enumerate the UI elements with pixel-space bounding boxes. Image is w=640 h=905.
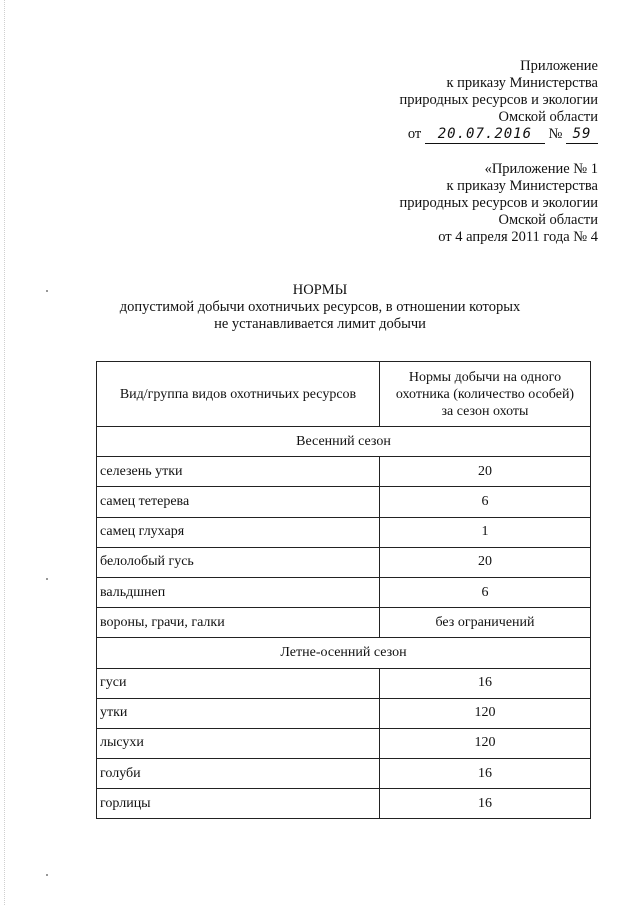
- original-appendix-line: «Приложение № 1: [484, 161, 598, 177]
- norm-cell: 16: [380, 759, 591, 789]
- norm-cell: 6: [380, 487, 591, 517]
- species-cell: лысухи: [97, 728, 380, 758]
- table-row: [97, 577, 591, 607]
- column-header-norms-line: за сезон охоты: [441, 403, 529, 419]
- table-row: [97, 487, 591, 517]
- table-row: [97, 457, 591, 487]
- from-label: от: [407, 126, 422, 142]
- table-row: [97, 789, 591, 819]
- title-subheading: допустимой добычи охотничьих ресурсов, в отношении которых: [119, 299, 521, 315]
- original-appendix-header: [400, 161, 598, 246]
- appendix-line: Омской области: [498, 109, 598, 125]
- norms-table: [96, 361, 591, 819]
- norm-cell: без ограничений: [380, 608, 591, 638]
- table-row: [97, 728, 591, 758]
- norm-cell: 120: [380, 728, 591, 758]
- original-appendix-line: от 4 апреля 2011 года № 4: [438, 229, 598, 245]
- column-header-species: Вид/группа видов охотничьих ресурсов: [97, 362, 380, 427]
- norm-cell: 1: [380, 517, 591, 547]
- table-row: [97, 608, 591, 638]
- handwritten-number: 59: [566, 126, 598, 144]
- norm-cell: 20: [380, 457, 591, 487]
- scan-speck: [46, 874, 48, 876]
- species-cell: самец глухаря: [97, 517, 380, 547]
- species-cell: утки: [97, 698, 380, 728]
- norm-cell: 6: [380, 577, 591, 607]
- appendix-date-row: [400, 126, 598, 144]
- handwritten-date: 20.07.2016: [425, 126, 545, 144]
- norm-cell: 20: [380, 547, 591, 577]
- appendix-line: Приложение: [520, 58, 598, 74]
- norm-cell: 120: [380, 698, 591, 728]
- column-header-norms-line: Нормы добычи на одного: [408, 369, 562, 385]
- species-cell: самец тетерева: [97, 487, 380, 517]
- column-header-norms: [380, 362, 591, 427]
- season-row-spring: [97, 427, 591, 457]
- species-cell: гуси: [97, 668, 380, 698]
- scan-speck: [46, 578, 48, 580]
- norm-cell: 16: [380, 789, 591, 819]
- species-cell: горлицы: [97, 789, 380, 819]
- season-row-summer-autumn: [97, 638, 591, 668]
- appendix-line: к приказу Министерства: [446, 75, 598, 91]
- species-cell: вороны, грачи, галки: [97, 608, 380, 638]
- original-appendix-line: к приказу Министерства: [446, 178, 598, 194]
- number-label: №: [548, 126, 563, 142]
- scan-edge: [4, 0, 8, 905]
- original-appendix-line: природных ресурсов и экологии: [399, 195, 598, 211]
- species-cell: селезень утки: [97, 457, 380, 487]
- species-cell: вальдшнеп: [97, 577, 380, 607]
- season-label: Весенний сезон: [97, 427, 591, 457]
- appendix-line: природных ресурсов и экологии: [399, 92, 598, 108]
- original-appendix-line: Омской области: [498, 212, 598, 228]
- species-cell: белолобый гусь: [97, 547, 380, 577]
- table-row: [97, 668, 591, 698]
- season-label: Летне-осенний сезон: [97, 638, 591, 668]
- table-row: [97, 698, 591, 728]
- table-row: [97, 517, 591, 547]
- norm-cell: 16: [380, 668, 591, 698]
- table-header-row: [97, 362, 591, 427]
- title-heading: НОРМЫ: [292, 282, 348, 298]
- table-row: [97, 759, 591, 789]
- table-row: [97, 547, 591, 577]
- appendix-header: [400, 58, 598, 144]
- title-subheading: не устанавливается лимит добычи: [214, 316, 426, 332]
- column-header-norms-line: охотника (количество особей): [395, 386, 575, 402]
- species-cell: голуби: [97, 759, 380, 789]
- document-title: [0, 282, 640, 333]
